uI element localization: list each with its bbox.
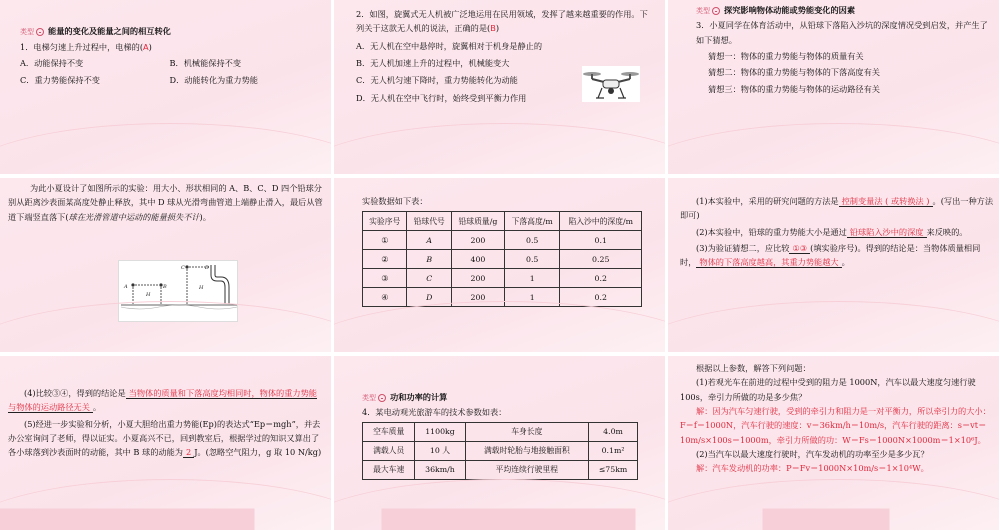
question-2: 2．如图，旋翼式无人机被广泛地运用在民用领域，发挥了越来越重要的作用。下列关于这款无人机的说法，正确的是(	[356, 9, 648, 34]
option-c: C．重力势能保持不变	[20, 75, 100, 86]
q1-text: (1)本实验中，采用的研究问题的方法是	[696, 196, 839, 206]
option-a: A．动能保持不变	[20, 57, 84, 68]
table-row	[363, 250, 642, 269]
q2-block	[680, 225, 993, 239]
drone-image	[582, 66, 640, 102]
question-1: 1．电梯匀速上升过程中，电梯的(	[20, 42, 144, 53]
type-tag-text: 类型	[20, 28, 34, 36]
experiment-note: 球在光滑管道中运动的能量损失不计	[68, 211, 200, 222]
experiment-text	[8, 181, 323, 224]
q3-end: 。	[841, 257, 850, 268]
section-title: 探究影响物体动能或势能变化的因素	[724, 5, 856, 15]
q4-text: (4)比较③④，得到的结论是	[24, 388, 126, 398]
slide-1	[0, 0, 331, 174]
hypothesis-2: 猜想二：物体的重力势能与物体的下落高度有关	[708, 67, 880, 78]
option-b: B．机械能保持不变	[169, 57, 242, 68]
table-header: 铅球质量/g	[451, 212, 504, 231]
q2-answer: 铅球陷入沙中的深度	[847, 227, 927, 238]
experiment-desc: 为此小夏设计了如图所示的实验：用大小、形状相同的 A、B、C、D 四个铅球分别从距离沙表面某高度处静止释放，其中 D 球从光滑弯曲管道上端静止滑入，最后从管道下端竖直落下(	[8, 183, 323, 222]
type-tag	[362, 392, 386, 404]
table-row	[363, 422, 638, 441]
question-3: 3．小夏同学在体育活动中，从铅球下落陷入沙坑的深度情况受到启发，并产生了如下猜想。	[696, 20, 988, 45]
table-cell: 200	[451, 288, 504, 307]
label-b: B	[163, 284, 167, 290]
slide-7	[0, 356, 331, 530]
table-cell: ④	[363, 288, 407, 307]
slide-4	[0, 178, 331, 352]
option-b: B．无人机加速上升的过程中，机械能变大	[356, 58, 510, 69]
table-caption: 实验数据如下表：	[362, 196, 428, 206]
option-c: C．无人机匀速下降时，重力势能转化为动能	[356, 75, 518, 86]
type-tag	[20, 26, 44, 38]
slide-6	[668, 178, 999, 352]
table-cell: 36km/h	[415, 460, 465, 479]
option-a: A．无人机在空中悬停时，旋翼相对于机身是静止的	[356, 40, 543, 51]
option-d: D．动能转化为重力势能	[169, 75, 258, 86]
option-d: D．无人机在空中飞行时，始终受到平衡力作用	[356, 92, 527, 103]
table-header: 铅球代号	[407, 212, 451, 231]
table-cell: B	[407, 250, 451, 269]
table-cell: ①	[363, 231, 407, 250]
table-header: 下落高度/m	[504, 212, 560, 231]
table-cell: 200	[451, 269, 504, 288]
label-h2: H	[199, 285, 204, 291]
table-cell: 400	[451, 250, 504, 269]
sub-question-1: (1)若观光车在前进的过程中受到的阻力是 1000N，汽车以最大速度匀速行驶 100s，牵引力所做的功是多少焦？	[680, 377, 976, 402]
table-cell: 1100kg	[415, 422, 465, 441]
table-cell: C	[407, 269, 451, 288]
q1-block	[680, 194, 993, 223]
table-cell: 0.5	[504, 231, 560, 250]
solution-2: 解：汽车发动机的功率：P＝Fv＝1000N×10m/s＝1×10⁴W。	[696, 463, 929, 474]
q3-answer-2: 物体的下落高度越高，其重力势能越大	[696, 257, 841, 268]
slide-3	[668, 0, 999, 174]
table-cell: A	[407, 231, 451, 250]
table-cell: ③	[363, 269, 407, 288]
intro-text: 根据以上参数，解答下列问题：	[696, 363, 811, 373]
q3-text: (3)为验证猜想二，应比较	[696, 243, 790, 254]
q1-end: 。(写出一种方法即可)	[680, 196, 994, 221]
table-cell: D	[407, 288, 451, 307]
type-icon	[378, 394, 386, 402]
table-cell: 0.2	[560, 288, 642, 307]
diagram-svg	[119, 261, 239, 323]
hypothesis-1: 猜想一：物体的重力势能与物体的质量有关	[708, 51, 864, 62]
label-d: D	[205, 265, 210, 271]
slide-5	[334, 178, 665, 352]
q5-end: J。(忽略空气阻力，g 取 10 N/kg)	[194, 447, 322, 458]
table-cell: 0.5	[504, 250, 560, 269]
question-4: 4．某电动观光旅游车的技术参数如表：	[362, 407, 507, 418]
table-header-row	[363, 212, 642, 231]
table-row	[363, 288, 642, 307]
question-1-end: )	[148, 42, 152, 53]
table-row	[363, 269, 642, 288]
table-cell: 满载时轮胎与地接触面积	[465, 441, 588, 460]
label-h: H	[146, 292, 151, 298]
table-cell: 0.2	[560, 269, 642, 288]
type-icon	[36, 28, 44, 36]
question-2-end: )	[495, 23, 500, 34]
table-cell: 1	[504, 269, 560, 288]
slide-9	[668, 356, 999, 530]
table-row	[363, 460, 638, 479]
slide-8	[334, 356, 665, 530]
type-tag-text: 类型	[362, 394, 376, 402]
table-cell: 车身长度	[465, 422, 588, 441]
hypothesis-3: 猜想三：物体的重力势能与物体的运动路径有关	[708, 83, 880, 94]
experiment-diagram	[118, 260, 238, 322]
q3-answer: ①③	[789, 243, 810, 254]
q4-block	[8, 386, 323, 415]
table-cell: 1	[504, 288, 560, 307]
table-cell: 空车质量	[363, 422, 415, 441]
spec-table	[362, 422, 638, 480]
table-row	[363, 441, 638, 460]
solution-1: 解：因为汽车匀速行驶，受到的牵引力和阻力是一对平衡力，所以牵引力的大小：F＝f＝1000N，汽车行驶的速度：v＝36km/h＝10m/s，汽车行驶的距离：s＝vt＝10m/s×100s＝1000m，牵引力所做的功：W＝Fs＝1000N×1000m＝1×10⁶J。	[680, 406, 991, 445]
label-c: C	[181, 265, 185, 271]
table-header: 陷入沙中的深度/m	[560, 212, 642, 231]
table-cell: 0.1	[560, 231, 642, 250]
section-title: 能量的变化及能量之间的相互转化	[48, 26, 171, 36]
table-cell: 200	[451, 231, 504, 250]
type-tag-text: 类型	[696, 7, 710, 15]
slide-2	[334, 0, 665, 174]
section-title: 功和功率的计算	[390, 392, 448, 402]
table-cell: 4.0m	[589, 422, 638, 441]
label-a: A	[124, 284, 128, 290]
table-cell: 0.1m²	[589, 441, 638, 460]
table-cell: 满载人员	[363, 441, 415, 460]
drone-icon	[582, 66, 640, 102]
q5-answer: 2	[183, 447, 194, 458]
q3-mid: (填实验序号)。得到的结论是：当物体质量相同时，	[680, 243, 981, 268]
q5-text: (5)经进一步实验和分析，小夏大胆给出重力势能(Ep)的表达式“Ep＝mgh”，并去办公室询问了老师，得以证实。小夏高兴不已，回到教室后，根据学过的知识又算出了各小球落到沙表面时的动能，其中 B 球的动能为	[8, 418, 321, 458]
data-table	[362, 211, 642, 307]
q4-answer: 当物体的质量和下落高度均相同时，物体的重力势能与物体的运动路径无关	[8, 388, 317, 413]
experiment-end: )。	[199, 211, 211, 222]
q1-answer: 控制变量法 ( 或转换法 )	[839, 196, 933, 207]
answer-2: B	[490, 23, 496, 34]
table-cell: 10 人	[415, 441, 465, 460]
type-tag	[696, 5, 720, 17]
answer-1: A	[143, 42, 149, 53]
table-cell: 最大车速	[363, 460, 415, 479]
q4-end: 。	[92, 402, 102, 413]
table-header: 实验序号	[363, 212, 407, 231]
q5-block	[8, 417, 323, 460]
q2-end: 来反映的。	[926, 226, 968, 237]
q3-block	[680, 241, 993, 270]
table-cell: 0.25	[560, 250, 642, 269]
table-cell: ≤75km	[589, 460, 638, 479]
table-cell: 平均连续行驶里程	[465, 460, 588, 479]
q2-text: (2)本实验中，铅球的重力势能大小是通过	[696, 226, 847, 237]
table-row	[363, 231, 642, 250]
sub-question-2: (2)当汽车以最大速度行驶时，汽车发动机的功率至少是多少瓦？	[696, 449, 929, 460]
table-cell: ②	[363, 250, 407, 269]
type-icon	[712, 7, 720, 15]
